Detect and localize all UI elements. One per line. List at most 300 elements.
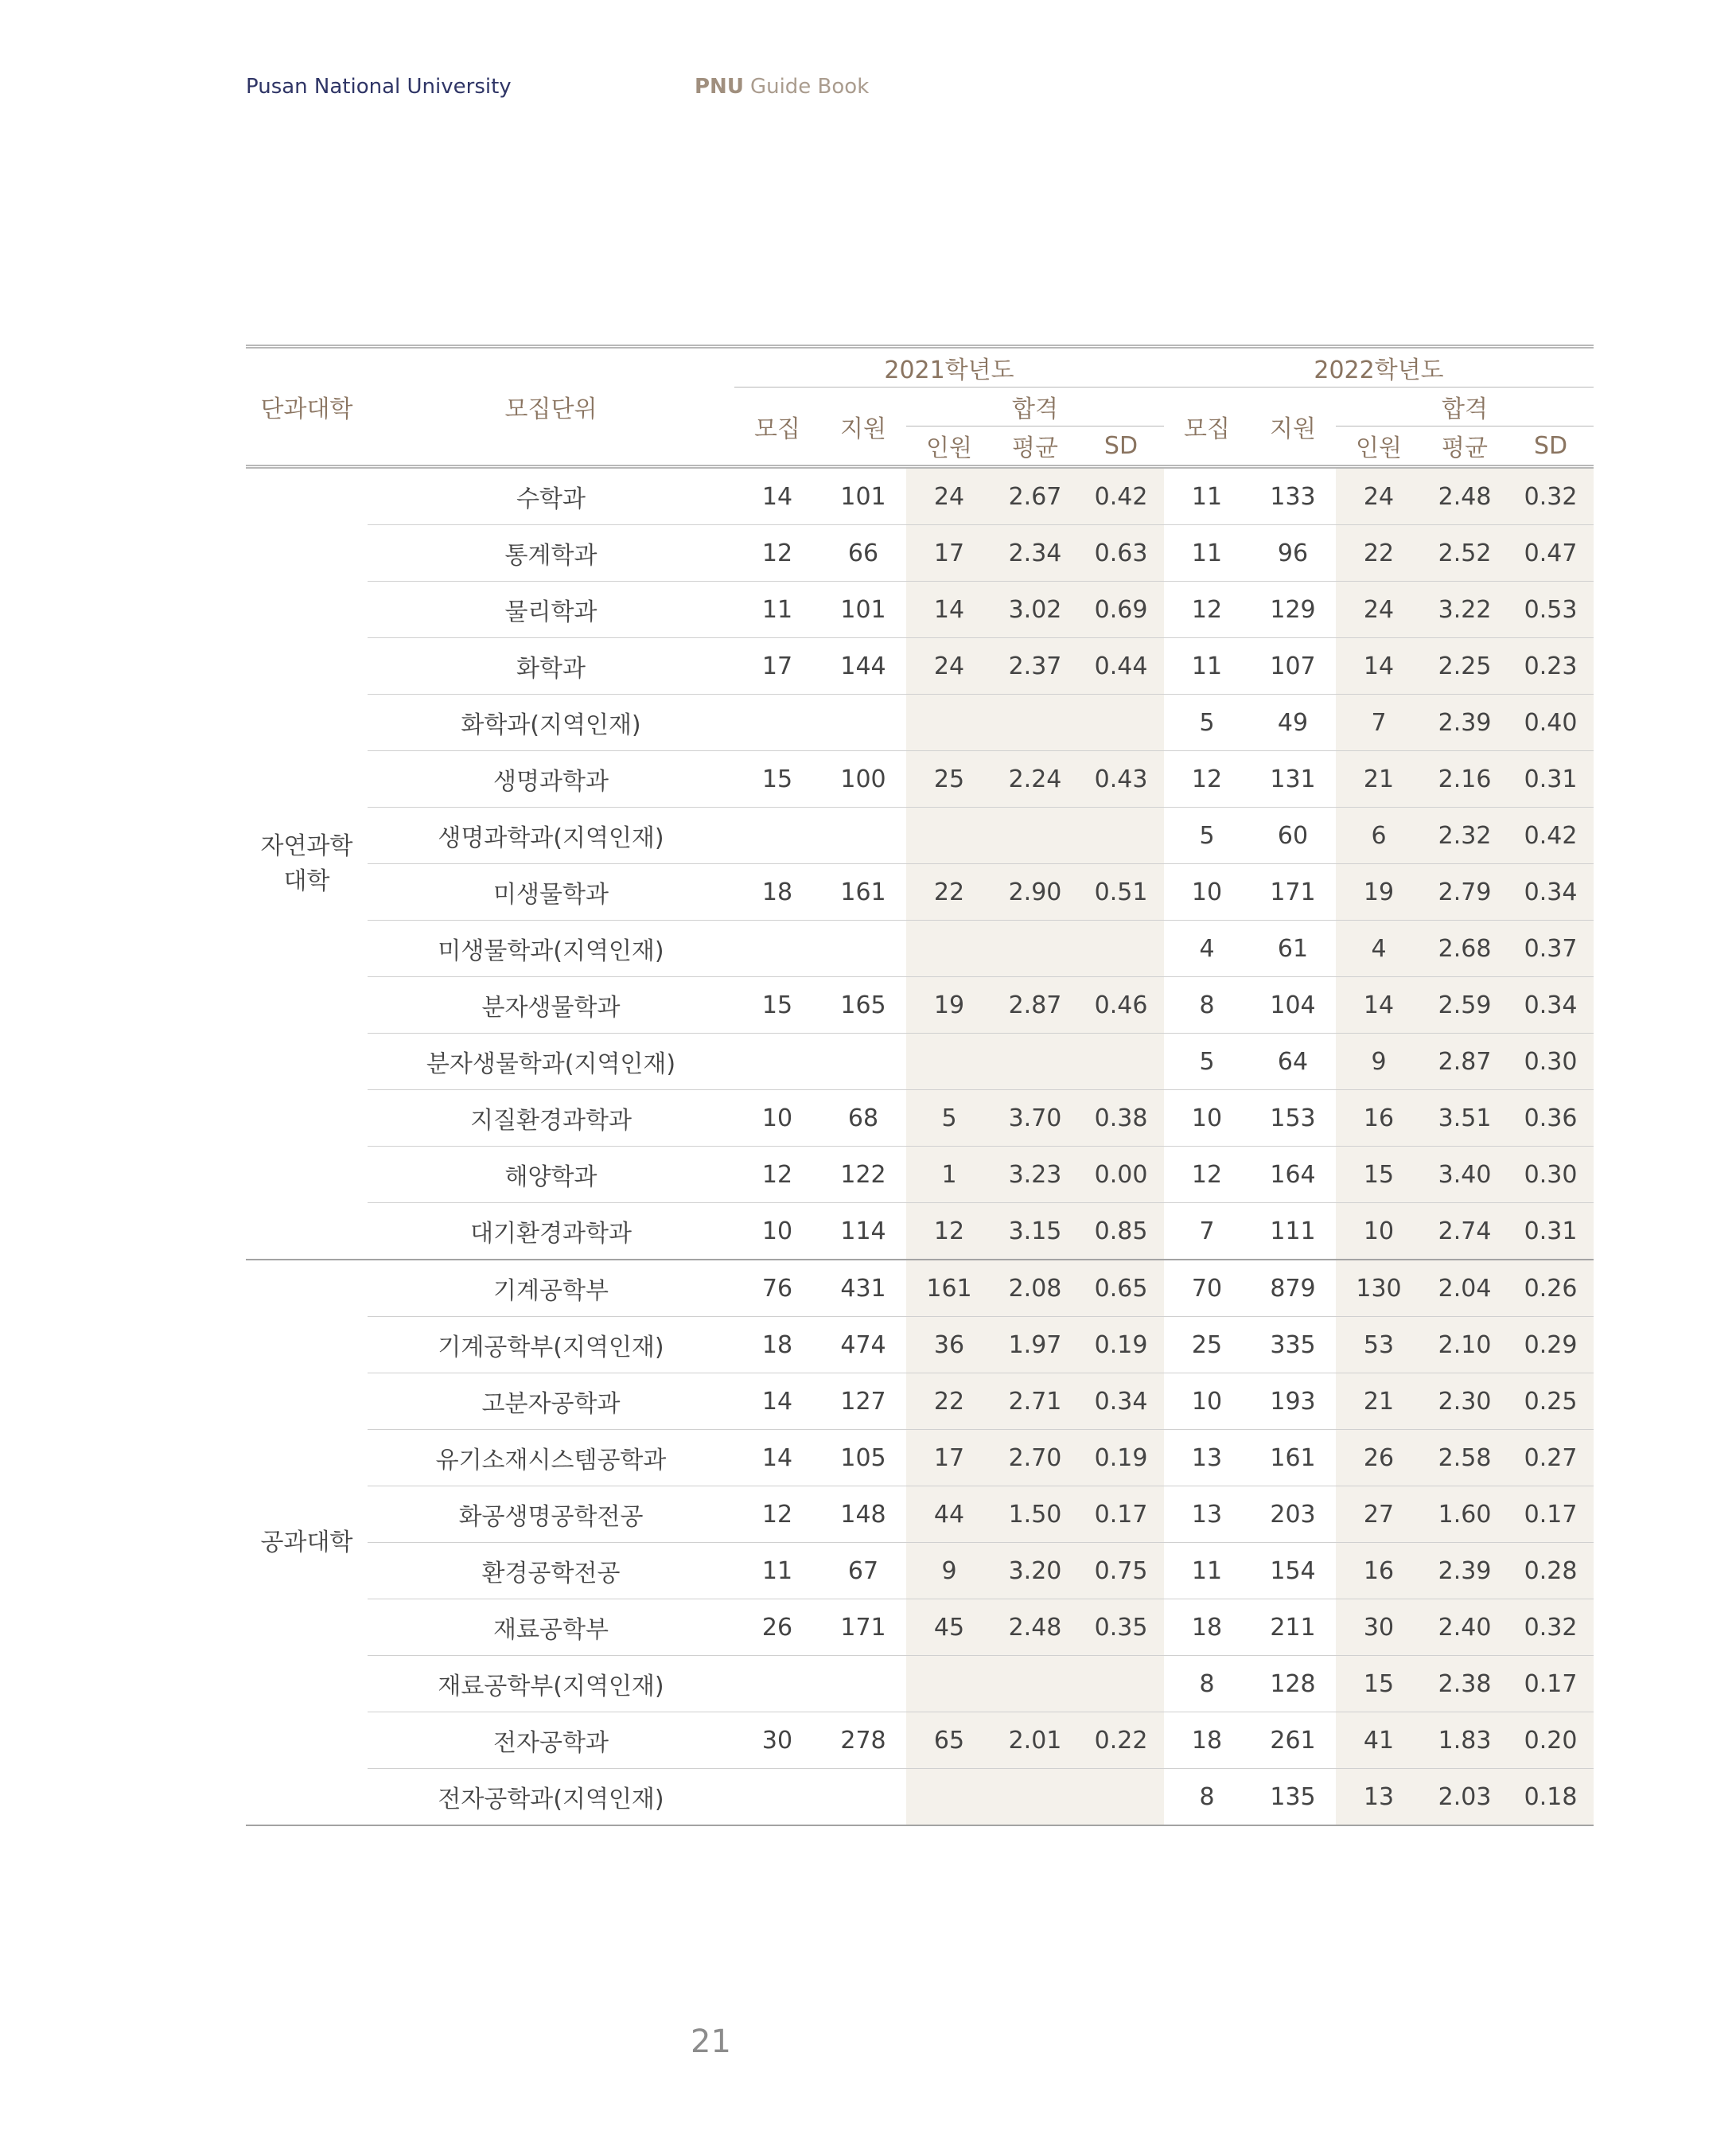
college-name-line: 대학 [283, 867, 330, 895]
cell-2022-pass-sd: 0.30 [1508, 1034, 1594, 1090]
cell-2021-apply: 105 [820, 1430, 906, 1486]
cell-2021-recruit: 12 [734, 1147, 820, 1203]
cell-2022-apply: 60 [1250, 808, 1336, 864]
cell-2022-pass-sd: 0.31 [1508, 751, 1594, 808]
cell-2022-pass-sd: 0.34 [1508, 864, 1594, 921]
cell-2022-recruit: 13 [1164, 1430, 1250, 1486]
cell-2022-apply: 107 [1250, 638, 1336, 695]
cell-2022-recruit: 4 [1164, 921, 1250, 977]
cell-2021-recruit: 76 [734, 1260, 820, 1317]
cell-2021-pass-avg [992, 1656, 1078, 1712]
cell-2021-recruit: 12 [734, 525, 820, 582]
cell-2021-recruit [734, 921, 820, 977]
cell-2022-pass-count: 14 [1336, 638, 1422, 695]
cell-2022-pass-avg: 2.52 [1422, 525, 1508, 582]
cell-2021-pass-count [906, 1656, 992, 1712]
cell-2022-apply: 96 [1250, 525, 1336, 582]
cell-2022-pass-avg: 2.39 [1422, 695, 1508, 751]
cell-2021-pass-count: 45 [906, 1599, 992, 1656]
cell-2021-pass-sd [1078, 695, 1164, 751]
cell-2021-pass-count [906, 921, 992, 977]
cell-2022-pass-sd: 0.40 [1508, 695, 1594, 751]
cell-2021-pass-count: 12 [906, 1203, 992, 1260]
unit-name: 미생물학과 [368, 864, 734, 921]
cell-2022-recruit: 25 [1164, 1317, 1250, 1373]
header-college: 단과대학 [246, 347, 368, 467]
cell-2021-pass-sd: 0.00 [1078, 1147, 1164, 1203]
unit-name: 통계학과 [368, 525, 734, 582]
cell-2021-recruit [734, 695, 820, 751]
header-2021-recruit: 모집 [754, 415, 800, 443]
table-row [246, 1203, 1594, 1260]
cell-2021-pass-count: 36 [906, 1317, 992, 1373]
cell-2021-apply: 165 [820, 977, 906, 1034]
cell-2022-pass-count: 10 [1336, 1203, 1422, 1260]
cell-2021-pass-avg [992, 695, 1078, 751]
unit-name: 고분자공학과 [368, 1373, 734, 1430]
table-row [246, 1034, 1594, 1090]
header-2021-pass: 합격 [906, 388, 1164, 426]
cell-2021-apply: 171 [820, 1599, 906, 1656]
cell-2022-apply: 61 [1250, 921, 1336, 977]
cell-2021-pass-sd [1078, 1034, 1164, 1090]
cell-2022-recruit: 70 [1164, 1260, 1250, 1317]
unit-name: 화학과(지역인재) [368, 695, 734, 751]
college-name [246, 467, 368, 1260]
unit-name: 유기소재시스템공학과 [368, 1430, 734, 1486]
cell-2022-pass-count: 16 [1336, 1543, 1422, 1599]
cell-2021-recruit: 10 [734, 1090, 820, 1147]
unit-name: 환경공학전공 [368, 1543, 734, 1599]
cell-2022-pass-avg: 2.25 [1422, 638, 1508, 695]
college-name-line: 공과대학 [260, 1528, 353, 1556]
cell-2021-pass-sd: 0.38 [1078, 1090, 1164, 1147]
cell-2021-pass-sd [1078, 921, 1164, 977]
cell-2021-pass-sd: 0.44 [1078, 638, 1164, 695]
cell-2021-apply: 148 [820, 1486, 906, 1543]
cell-2021-pass-avg: 3.70 [992, 1090, 1078, 1147]
cell-2022-pass-sd: 0.26 [1508, 1260, 1594, 1317]
cell-2022-pass-count: 24 [1336, 467, 1422, 525]
cell-2021-pass-count: 19 [906, 977, 992, 1034]
cell-2021-pass-count: 24 [906, 638, 992, 695]
table-row [246, 1317, 1594, 1373]
cell-2021-pass-count: 24 [906, 467, 992, 525]
cell-2022-pass-avg: 1.60 [1422, 1486, 1508, 1543]
cell-2022-apply: 164 [1250, 1147, 1336, 1203]
cell-2022-apply: 64 [1250, 1034, 1336, 1090]
cell-2021-recruit: 18 [734, 864, 820, 921]
table-row [246, 695, 1594, 751]
cell-2021-pass-count: 22 [906, 864, 992, 921]
cell-2021-pass-count: 14 [906, 582, 992, 638]
university-name: Pusan National University [246, 75, 512, 99]
table-row [246, 1090, 1594, 1147]
cell-2021-pass-avg: 3.15 [992, 1203, 1078, 1260]
unit-name: 분자생물학과 [368, 977, 734, 1034]
cell-2021-recruit: 14 [734, 1373, 820, 1430]
cell-2021-pass-avg: 3.23 [992, 1147, 1078, 1203]
cell-2022-pass-count: 16 [1336, 1090, 1422, 1147]
unit-name: 재료공학부(지역인재) [368, 1656, 734, 1712]
cell-2021-pass-avg: 2.01 [992, 1712, 1078, 1769]
cell-2022-pass-avg: 2.03 [1422, 1769, 1508, 1826]
cell-2021-pass-sd [1078, 808, 1164, 864]
cell-2021-recruit: 30 [734, 1712, 820, 1769]
header-2022-pass-sd: SD [1533, 431, 1568, 460]
cell-2022-pass-avg: 1.83 [1422, 1712, 1508, 1769]
header-2022-apply: 지원 [1270, 415, 1316, 443]
unit-name: 전자공학과 [368, 1712, 734, 1769]
cell-2022-pass-count: 30 [1336, 1599, 1422, 1656]
table-row [246, 977, 1594, 1034]
cell-2022-recruit: 11 [1164, 525, 1250, 582]
cell-2021-apply: 161 [820, 864, 906, 921]
header-unit: 모집단위 [368, 347, 734, 467]
cell-2021-pass-sd: 0.34 [1078, 1373, 1164, 1430]
cell-2021-pass-sd: 0.63 [1078, 525, 1164, 582]
header-2022-pass: 합격 [1336, 388, 1594, 426]
cell-2021-pass-sd: 0.17 [1078, 1486, 1164, 1543]
cell-2022-pass-sd: 0.31 [1508, 1203, 1594, 1260]
cell-2022-recruit: 8 [1164, 977, 1250, 1034]
cell-2021-recruit: 14 [734, 467, 820, 525]
table-row [246, 1769, 1594, 1826]
cell-2022-pass-sd: 0.34 [1508, 977, 1594, 1034]
header-2021-apply: 지원 [840, 415, 886, 443]
cell-2021-apply: 66 [820, 525, 906, 582]
cell-2022-recruit: 11 [1164, 467, 1250, 525]
cell-2022-apply: 111 [1250, 1203, 1336, 1260]
table-row [246, 525, 1594, 582]
cell-2021-pass-count: 25 [906, 751, 992, 808]
cell-2021-pass-sd: 0.22 [1078, 1712, 1164, 1769]
cell-2022-pass-count: 7 [1336, 695, 1422, 751]
cell-2021-pass-avg [992, 1769, 1078, 1826]
table-row [246, 1486, 1594, 1543]
cell-2021-apply: 474 [820, 1317, 906, 1373]
cell-2021-apply: 278 [820, 1712, 906, 1769]
cell-2021-recruit: 11 [734, 1543, 820, 1599]
cell-2021-apply: 127 [820, 1373, 906, 1430]
cell-2022-pass-avg: 2.39 [1422, 1543, 1508, 1599]
cell-2021-recruit: 15 [734, 977, 820, 1034]
cell-2022-pass-sd: 0.29 [1508, 1317, 1594, 1373]
cell-2021-apply: 114 [820, 1203, 906, 1260]
table-row [246, 1147, 1594, 1203]
cell-2022-apply: 261 [1250, 1712, 1336, 1769]
cell-2022-pass-avg: 2.30 [1422, 1373, 1508, 1430]
cell-2022-pass-avg: 2.58 [1422, 1430, 1508, 1486]
cell-2022-recruit: 10 [1164, 864, 1250, 921]
unit-name: 지질환경과학과 [368, 1090, 734, 1147]
cell-2022-recruit: 11 [1164, 638, 1250, 695]
guide-book-title [695, 73, 869, 100]
cell-2021-pass-sd: 0.46 [1078, 977, 1164, 1034]
cell-2022-apply: 161 [1250, 1430, 1336, 1486]
cell-2022-pass-avg: 2.74 [1422, 1203, 1508, 1260]
cell-2022-recruit: 11 [1164, 1543, 1250, 1599]
cell-2022-pass-sd: 0.20 [1508, 1712, 1594, 1769]
cell-2021-pass-sd: 0.65 [1078, 1260, 1164, 1317]
unit-name: 화학과 [368, 638, 734, 695]
cell-2021-apply: 101 [820, 582, 906, 638]
cell-2021-pass-count: 44 [906, 1486, 992, 1543]
unit-name: 물리학과 [368, 582, 734, 638]
cell-2022-recruit: 18 [1164, 1712, 1250, 1769]
cell-2022-pass-sd: 0.42 [1508, 808, 1594, 864]
cell-2022-pass-avg: 2.38 [1422, 1656, 1508, 1712]
cell-2022-pass-sd: 0.27 [1508, 1430, 1594, 1486]
college-name-line: 자연과학 [260, 832, 353, 860]
cell-2021-pass-avg: 1.50 [992, 1486, 1078, 1543]
cell-2021-recruit: 10 [734, 1203, 820, 1260]
table-row [246, 467, 1594, 525]
cell-2021-pass-avg: 2.71 [992, 1373, 1078, 1430]
cell-2021-pass-count [906, 1769, 992, 1826]
cell-2022-apply: 133 [1250, 467, 1336, 525]
header-2022-pass-count: 인원 [1356, 434, 1402, 462]
cell-2022-pass-avg: 3.51 [1422, 1090, 1508, 1147]
cell-2022-recruit: 12 [1164, 1147, 1250, 1203]
cell-2021-apply [820, 808, 906, 864]
table-row [246, 864, 1594, 921]
cell-2022-pass-sd: 0.18 [1508, 1769, 1594, 1826]
cell-2022-pass-avg: 2.10 [1422, 1317, 1508, 1373]
cell-2021-pass-sd: 0.43 [1078, 751, 1164, 808]
cell-2021-pass-avg [992, 808, 1078, 864]
cell-2022-pass-sd: 0.25 [1508, 1373, 1594, 1430]
cell-2022-pass-avg: 2.59 [1422, 977, 1508, 1034]
cell-2022-pass-avg: 2.04 [1422, 1260, 1508, 1317]
header-row-years [246, 347, 1594, 388]
cell-2021-recruit [734, 1769, 820, 1826]
cell-2021-pass-count [906, 1034, 992, 1090]
cell-2021-pass-sd: 0.75 [1078, 1543, 1164, 1599]
cell-2022-pass-sd: 0.28 [1508, 1543, 1594, 1599]
cell-2022-apply: 335 [1250, 1317, 1336, 1373]
cell-2022-pass-count: 15 [1336, 1656, 1422, 1712]
cell-2022-pass-avg: 2.48 [1422, 467, 1508, 525]
cell-2022-pass-count: 22 [1336, 525, 1422, 582]
table-row [246, 1599, 1594, 1656]
cell-2022-recruit: 5 [1164, 695, 1250, 751]
cell-2021-pass-avg: 2.08 [992, 1260, 1078, 1317]
cell-2021-pass-count: 65 [906, 1712, 992, 1769]
cell-2021-recruit: 12 [734, 1486, 820, 1543]
unit-name: 화공생명공학전공 [368, 1486, 734, 1543]
cell-2021-recruit [734, 1034, 820, 1090]
cell-2021-recruit: 17 [734, 638, 820, 695]
cell-2022-pass-sd: 0.32 [1508, 1599, 1594, 1656]
table-row [246, 1260, 1594, 1317]
cell-2022-pass-avg: 3.40 [1422, 1147, 1508, 1203]
table-row [246, 751, 1594, 808]
table-row [246, 1430, 1594, 1486]
cell-2022-pass-sd: 0.17 [1508, 1656, 1594, 1712]
header-2022-pass-avg: 평균 [1442, 434, 1488, 462]
table-row [246, 921, 1594, 977]
cell-2021-pass-avg: 2.48 [992, 1599, 1078, 1656]
cell-2021-pass-sd [1078, 1656, 1164, 1712]
cell-2022-pass-avg: 2.16 [1422, 751, 1508, 808]
cell-2021-recruit [734, 808, 820, 864]
cell-2021-pass-sd: 0.42 [1078, 467, 1164, 525]
cell-2021-pass-avg: 1.97 [992, 1317, 1078, 1373]
cell-2021-pass-avg [992, 921, 1078, 977]
cell-2022-apply: 135 [1250, 1769, 1336, 1826]
cell-2021-pass-sd [1078, 1769, 1164, 1826]
page-number: 21 [691, 2023, 731, 2060]
cell-2022-pass-sd: 0.17 [1508, 1486, 1594, 1543]
cell-2021-pass-count [906, 695, 992, 751]
cell-2021-pass-count: 5 [906, 1090, 992, 1147]
cell-2021-pass-avg: 2.37 [992, 638, 1078, 695]
table-row [246, 582, 1594, 638]
guide-title: Guide Book [749, 75, 870, 99]
cell-2021-pass-avg: 2.87 [992, 977, 1078, 1034]
cell-2022-pass-avg: 2.68 [1422, 921, 1508, 977]
cell-2022-recruit: 18 [1164, 1599, 1250, 1656]
table-row [246, 1543, 1594, 1599]
cell-2021-apply [820, 921, 906, 977]
cell-2022-apply: 49 [1250, 695, 1336, 751]
unit-name: 생명과학과 [368, 751, 734, 808]
cell-2022-recruit: 5 [1164, 808, 1250, 864]
unit-name: 기계공학부 [368, 1260, 734, 1317]
cell-2022-recruit: 12 [1164, 582, 1250, 638]
cell-2021-pass-count: 22 [906, 1373, 992, 1430]
cell-2021-recruit: 15 [734, 751, 820, 808]
cell-2021-apply: 431 [820, 1260, 906, 1317]
cell-2021-apply [820, 695, 906, 751]
unit-name: 수학과 [368, 467, 734, 525]
cell-2022-apply: 153 [1250, 1090, 1336, 1147]
cell-2021-recruit: 26 [734, 1599, 820, 1656]
cell-2021-apply [820, 1034, 906, 1090]
unit-name: 생명과학과(지역인재) [368, 808, 734, 864]
cell-2021-pass-avg: 2.34 [992, 525, 1078, 582]
cell-2022-apply: 128 [1250, 1656, 1336, 1712]
unit-name: 미생물학과(지역인재) [368, 921, 734, 977]
cell-2022-recruit: 7 [1164, 1203, 1250, 1260]
cell-2022-recruit: 13 [1164, 1486, 1250, 1543]
table-row [246, 1712, 1594, 1769]
cell-2022-pass-avg: 2.79 [1422, 864, 1508, 921]
cell-2021-pass-count [906, 808, 992, 864]
cell-2021-pass-avg: 3.02 [992, 582, 1078, 638]
cell-2021-apply: 101 [820, 467, 906, 525]
cell-2022-pass-sd: 0.23 [1508, 638, 1594, 695]
cell-2021-pass-count: 17 [906, 1430, 992, 1486]
cell-2022-recruit: 8 [1164, 1769, 1250, 1826]
unit-name: 전자공학과(지역인재) [368, 1769, 734, 1826]
header-year-2021: 2021학년도 [734, 347, 1164, 388]
cell-2022-pass-sd: 0.32 [1508, 467, 1594, 525]
college-name [246, 1260, 368, 1825]
cell-2021-pass-avg: 2.24 [992, 751, 1078, 808]
cell-2022-pass-count: 26 [1336, 1430, 1422, 1486]
guide-brand: PNU [695, 75, 744, 99]
cell-2021-pass-sd: 0.85 [1078, 1203, 1164, 1260]
cell-2022-pass-count: 6 [1336, 808, 1422, 864]
cell-2022-apply: 211 [1250, 1599, 1336, 1656]
cell-2022-apply: 154 [1250, 1543, 1336, 1599]
cell-2022-pass-count: 21 [1336, 1373, 1422, 1430]
cell-2022-recruit: 12 [1164, 751, 1250, 808]
unit-name: 기계공학부(지역인재) [368, 1317, 734, 1373]
cell-2022-pass-count: 13 [1336, 1769, 1422, 1826]
cell-2021-pass-sd: 0.19 [1078, 1430, 1164, 1486]
cell-2022-pass-count: 27 [1336, 1486, 1422, 1543]
cell-2022-pass-count: 24 [1336, 582, 1422, 638]
cell-2022-recruit: 10 [1164, 1373, 1250, 1430]
cell-2021-apply: 68 [820, 1090, 906, 1147]
unit-name: 대기환경과학과 [368, 1203, 734, 1260]
cell-2022-pass-sd: 0.47 [1508, 525, 1594, 582]
cell-2021-pass-sd: 0.35 [1078, 1599, 1164, 1656]
cell-2022-apply: 129 [1250, 582, 1336, 638]
cell-2021-apply: 67 [820, 1543, 906, 1599]
cell-2022-apply: 171 [1250, 864, 1336, 921]
cell-2022-apply: 104 [1250, 977, 1336, 1034]
header-2022-recruit: 모집 [1184, 415, 1230, 443]
cell-2022-recruit: 5 [1164, 1034, 1250, 1090]
cell-2022-pass-sd: 0.36 [1508, 1090, 1594, 1147]
cell-2022-pass-sd: 0.53 [1508, 582, 1594, 638]
cell-2022-pass-avg: 2.87 [1422, 1034, 1508, 1090]
cell-2021-apply [820, 1656, 906, 1712]
cell-2022-apply: 193 [1250, 1373, 1336, 1430]
header-2021-pass-sd: SD [1103, 431, 1139, 460]
cell-2021-recruit: 18 [734, 1317, 820, 1373]
cell-2022-recruit: 8 [1164, 1656, 1250, 1712]
cell-2022-pass-count: 53 [1336, 1317, 1422, 1373]
cell-2022-pass-count: 41 [1336, 1712, 1422, 1769]
admission-results-table [246, 345, 1594, 1826]
cell-2021-pass-count: 1 [906, 1147, 992, 1203]
cell-2021-apply: 100 [820, 751, 906, 808]
cell-2021-pass-avg: 3.20 [992, 1543, 1078, 1599]
cell-2021-pass-avg: 2.70 [992, 1430, 1078, 1486]
cell-2022-apply: 879 [1250, 1260, 1336, 1317]
cell-2022-pass-sd: 0.37 [1508, 921, 1594, 977]
cell-2021-pass-avg: 2.67 [992, 467, 1078, 525]
cell-2021-pass-count: 9 [906, 1543, 992, 1599]
cell-2021-pass-avg: 2.90 [992, 864, 1078, 921]
cell-2022-pass-count: 21 [1336, 751, 1422, 808]
cell-2022-pass-count: 14 [1336, 977, 1422, 1034]
cell-2021-apply [820, 1769, 906, 1826]
cell-2022-pass-avg: 3.22 [1422, 582, 1508, 638]
table-header [246, 347, 1594, 467]
cell-2022-pass-count: 19 [1336, 864, 1422, 921]
cell-2021-recruit: 11 [734, 582, 820, 638]
cell-2022-pass-sd: 0.30 [1508, 1147, 1594, 1203]
cell-2022-pass-avg: 2.32 [1422, 808, 1508, 864]
cell-2022-pass-count: 9 [1336, 1034, 1422, 1090]
unit-name: 재료공학부 [368, 1599, 734, 1656]
cell-2021-pass-count: 17 [906, 525, 992, 582]
table-body [246, 467, 1594, 1826]
cell-2022-pass-count: 130 [1336, 1260, 1422, 1317]
cell-2022-pass-avg: 2.40 [1422, 1599, 1508, 1656]
cell-2021-recruit [734, 1656, 820, 1712]
cell-2021-recruit: 14 [734, 1430, 820, 1486]
header-year-2022: 2022학년도 [1164, 347, 1594, 388]
cell-2022-recruit: 10 [1164, 1090, 1250, 1147]
cell-2021-pass-sd: 0.69 [1078, 582, 1164, 638]
